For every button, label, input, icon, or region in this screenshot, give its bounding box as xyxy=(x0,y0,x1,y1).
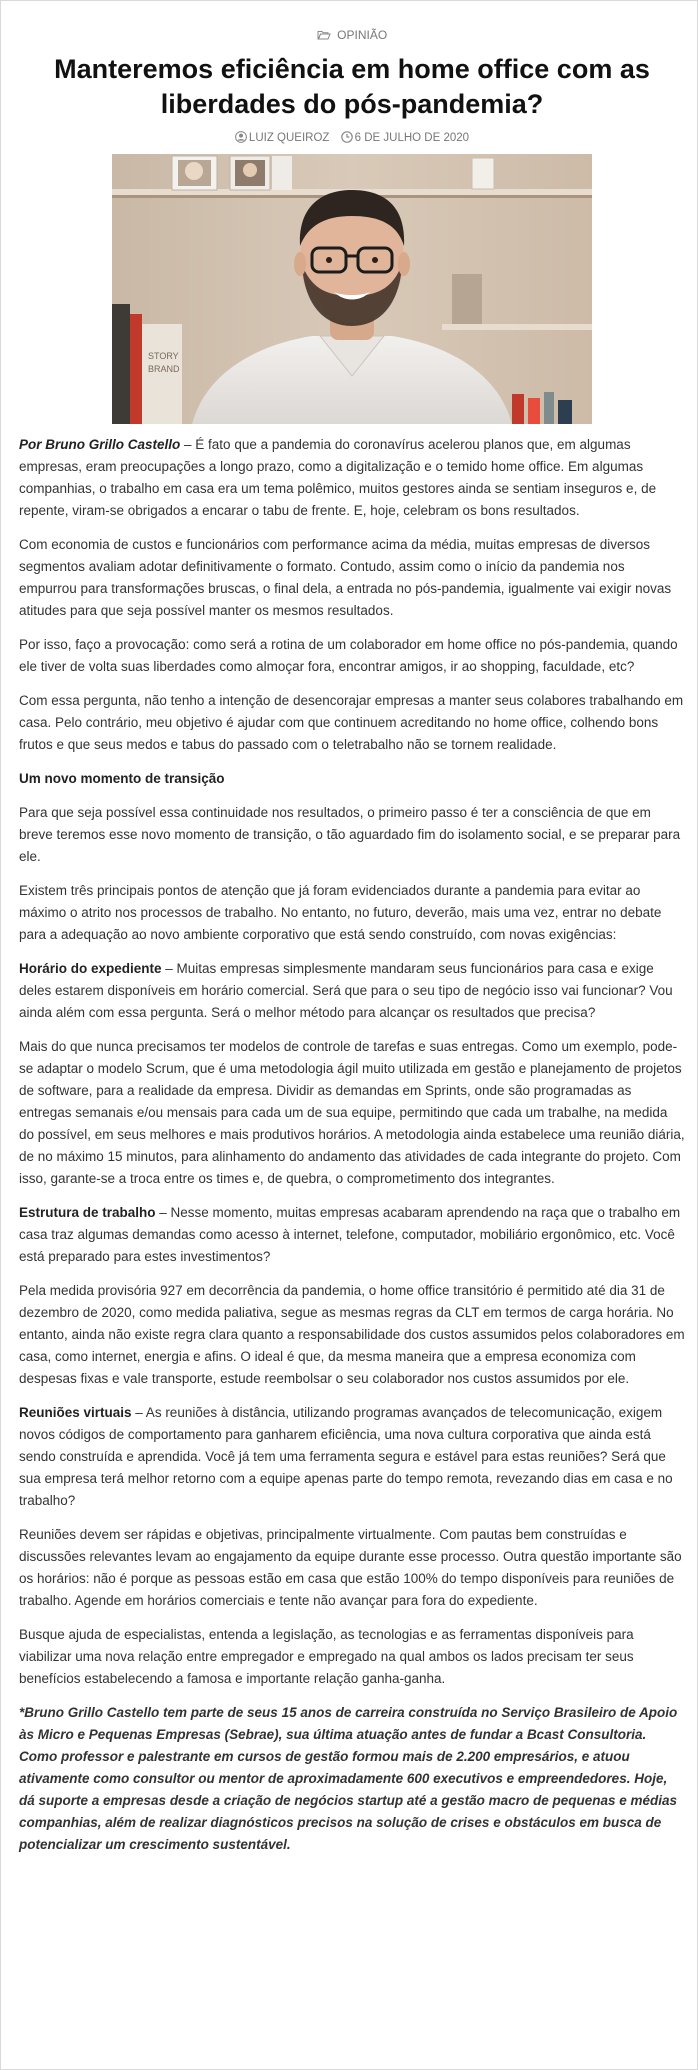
article xyxy=(1,1,697,1856)
paragraph: Pela medida provisória 927 em decorrência da pandemia, o home office transitório é permitido até dia 31 de dezembro de 2020, como medida paliativa, segue as mesmas regras da CLT em termos de carga horária. No entanto, ainda não existe regra clara quanto a responsabilidade dos custos assumidos pelos colaboradores em casa, como internet, energia e afins. O ideal é que, da mesma maneira que a empresa economiza com despesas fixas e vale transporte, estude reembolsar o seu colaborador nos custos assumidos por ele. xyxy=(19,1283,685,1386)
paragraph-text: – As reuniões à distância, utilizando programas avançados de telecomunicação, exigem novos códigos de comportamento para ganharem eficiência, uma nova cultura corporativa que ainda está sendo construída e aprendida. Você já tem uma ferramenta segura e estável para estas reuniões? Será que sua empresa terá melhor retorno com a equipe apenas parte do tempo remota, revezando dias em casa e no trabalho? xyxy=(19,1405,673,1508)
author-photo xyxy=(112,154,592,424)
author-bio: *Bruno Grillo Castello tem parte de seus 15 anos de carreira construída no Serviço Brasileiro de Apoio às Micro e Pequenas Empresas (Sebrae), sua última atuação antes de fundar a Bcast Consultoria. Como professor e palestrante em cursos de gestão formou mais de 2.200 empresários, e atuou ativamente como consultor ou mentor de aproximadamente 600 executivos e empreendedores. Hoje, dá suporte a empresas desde a criação de negócios startup até a gestão macro de pequenas e médias companhias, além de realizar diagnósticos precisos na solução de crises e obstáculos em busca de potencializar um crescimento sustentável. xyxy=(19,1705,678,1852)
date-label: 6 DE JULHO DE 2020 xyxy=(354,132,470,144)
paragraph xyxy=(19,958,685,1024)
paragraph: Mais do que nunca precisamos ter modelos de controle de tarefas e suas entregas. Como um exemplo, pode-se adaptar o modelo Scrum, que é uma metodologia ágil muito utilizada em gestão e planejamento de projetos de software, para a realidade da empresa. Dividir as demandas em Sprints, onde são programadas as entregas semanais e/ou mensais para cada um de sua equipe, permitindo que cada um trabalhe, na medida do possível, em seus melhores e mais produtivos horários. A metodologia ainda estabelece uma reunião diária, de no máximo 15 minutos, para alinhamento do andamento das atividades de cada integrante do projeto. Com isso, garante-se a troca entre os times e, de quebra, o comprometimento dos integrantes. xyxy=(19,1039,685,1186)
paragraph xyxy=(19,1402,685,1512)
category-link[interactable] xyxy=(19,1,685,43)
paragraph: Reuniões devem ser rápidas e objetivas, principalmente virtualmente. Com pautas bem construídas e discussões relevantes levam ao engajamento da equipe durante esse processo. Outra questão importante são os horários: não é porque as pessoas estão em casa que estão 100% do tempo disponíveis para reuniões de trabalho. Agende em horários comerciais e tente não avançar para fora do expediente. xyxy=(19,1527,682,1608)
paragraph-text: – Muitas empresas simplesmente mandaram seus funcionários para casa e exige deles estarem disponíveis em horário comercial. Será que para o seu tipo de negócio isso vai funcionar? Vou ainda além com essa pergunta. Será o melhor método para alcançar os resultados que precisa? xyxy=(19,961,673,1020)
subheading-estrutura: Estrutura de trabalho xyxy=(19,1205,156,1220)
publish-date xyxy=(341,130,469,146)
featured-image xyxy=(112,154,592,424)
book-text-story: STORY xyxy=(148,351,179,361)
paragraph-text: – É fato que a pandemia do coronavírus acelerou planos que, em algumas empresas, eram preocupações a longo prazo, como a digitalização e o temido home office. Em algumas companhias, o trabalho em casa era um tema polêmico, muitos gestores ainda se sentiam inseguros e, de repente, viram-se obrigados a encarar o tabu de frente. E, hoje, celebram os bons resultados. xyxy=(19,437,657,518)
paragraph: Busque ajuda de especialistas, entenda a legislação, as tecnologias e as ferramentas disponíveis para viabilizar uma nova relação entre empregador e empregado na qual ambos os lados precisam ter seus benefícios estabelecendo a famosa e importante relação ganha-ganha. xyxy=(19,1627,634,1686)
byline: Por Bruno Grillo Castello xyxy=(19,437,181,452)
article-meta xyxy=(19,130,685,146)
paragraph: Com essa pergunta, não tenho a intenção de desencorajar empresas a manter seus colabores trabalhando em casa. Pelo contrário, meu objetivo é ajudar com que continuem acreditando no home office, colhendo bons frutos e que seus medos e tabus do passado com o teletrabalho não se tornem realidade. xyxy=(19,693,684,752)
author-name[interactable]: LUIZ QUEIROZ xyxy=(248,132,330,144)
paragraph-text: – Nesse momento, muitas empresas acabaram aprendendo na raça que o trabalho em casa traz algumas demandas como acesso à internet, telefone, computador, mobiliário ergonômico, etc. Você está preparado para estes investimentos? xyxy=(19,1205,681,1264)
subheading-horario: Horário do expediente xyxy=(19,961,162,976)
section-heading: Um novo momento de transição xyxy=(19,771,225,786)
paragraph: Com economia de custos e funcionários com performance acima da média, muitas empresas de diversos segmentos avaliam adotar definitivamente o formato. Contudo, assim como o início da pandemia nos empurrou para transformações bruscas, o final dela, a entrada no pós-pandemia, igualmente vai exigir novas atitudes para que seja possível manter os mesmos resultados. xyxy=(19,537,672,618)
folder-open-icon xyxy=(317,30,331,40)
article-title: Manteremos eficiência em home office com as liberdades do pós-pandemia? xyxy=(54,54,650,119)
paragraph: Existem três principais pontos de atenção que já foram evidenciados durante a pandemia para evitar ao máximo o atrito nos processos de trabalho. No entanto, no futuro, deverão, mais uma vez, entrar no debate para a adequação ao novo ambiente corporativo que está sendo construído, com novas exigências: xyxy=(19,883,662,942)
paragraph: Para que seja possível essa continuidade nos resultados, o primeiro passo é ter a consciência de que em breve teremos esse novo momento de transição, o tão aguardado fim do isolamento social, e se preparar para ele. xyxy=(19,805,681,864)
user-icon xyxy=(235,131,247,143)
category-label[interactable]: OPINIÃO xyxy=(337,28,388,42)
paragraph xyxy=(19,434,685,522)
paragraph: Por isso, faço a provocação: como será a rotina de um colaborador em home office no pós-pandemia, quando ele tiver de volta suas liberdades como almoçar fora, encontrar amigos, ir ao shopping, faculdade, etc? xyxy=(19,637,678,674)
author-link[interactable] xyxy=(235,130,330,146)
book-text-brand: BRAND xyxy=(148,364,180,374)
paragraph xyxy=(19,1202,685,1268)
article-body xyxy=(19,434,685,1856)
subheading-reunioes: Reuniões virtuais xyxy=(19,1405,132,1420)
clock-icon xyxy=(341,131,353,143)
